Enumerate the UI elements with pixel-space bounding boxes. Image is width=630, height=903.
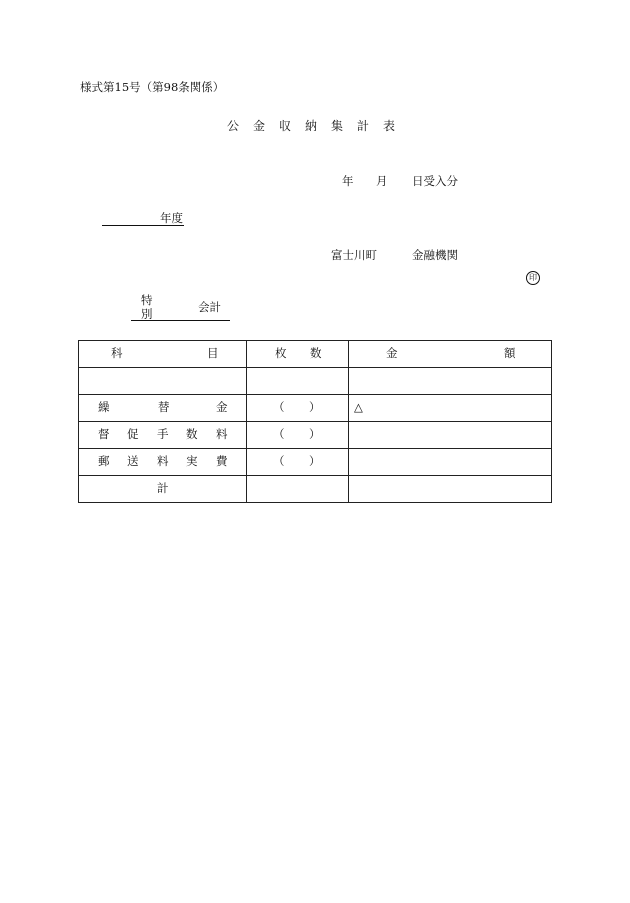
special-label-bottom: 別 <box>141 307 153 321</box>
total-label: 計 <box>157 481 169 495</box>
item-char: 金 <box>216 400 228 414</box>
item-char: 料 <box>157 454 169 468</box>
form-number: 様式第15号（第98条関係） <box>80 80 225 94</box>
header-count-char-2: 数 <box>310 346 322 360</box>
header-count <box>247 341 349 368</box>
count-close-paren: ） <box>309 427 321 441</box>
item-char: 送 <box>127 454 139 468</box>
date-year-label: 年 <box>342 174 354 188</box>
item-char: 替 <box>158 400 170 414</box>
row-item-cell <box>79 422 247 449</box>
account-blank-line <box>131 320 230 321</box>
row-item-cell <box>79 395 247 422</box>
special-label-top: 特 <box>141 293 153 307</box>
item-char: 郵 <box>98 454 110 468</box>
row-count-cell <box>247 395 349 422</box>
row-amount-cell <box>349 395 552 422</box>
count-open-paren: （ <box>273 454 285 468</box>
fiscal-year-blank-line <box>102 225 184 226</box>
count-open-paren: （ <box>273 400 285 414</box>
triangle-icon: △ <box>354 400 363 414</box>
row-item-cell <box>79 476 247 503</box>
table-row <box>79 368 552 395</box>
item-char: 料 <box>216 427 228 441</box>
count-open-paren: （ <box>273 427 285 441</box>
summary-table <box>78 340 552 503</box>
town-name: 富士川町 <box>331 248 377 262</box>
header-amount-char-1: 金 <box>386 346 398 360</box>
row-count-cell <box>247 422 349 449</box>
header-count-char-1: 枚 <box>275 346 287 360</box>
account-label: 会計 <box>198 300 221 314</box>
row-count-cell <box>247 449 349 476</box>
count-close-paren: ） <box>309 454 321 468</box>
row-amount-cell <box>349 368 552 395</box>
table-total-row <box>79 476 552 503</box>
row-amount-cell <box>349 449 552 476</box>
seal-icon: 印 <box>526 271 540 285</box>
header-item-char-2: 目 <box>207 346 219 360</box>
table-header-row <box>79 341 552 368</box>
item-char: 費 <box>216 454 228 468</box>
row-amount-cell <box>349 476 552 503</box>
row-amount-cell <box>349 422 552 449</box>
item-char: 実 <box>186 454 198 468</box>
row-item-cell <box>79 368 247 395</box>
table-row <box>79 395 552 422</box>
fiscal-year-label: 年度 <box>160 211 183 225</box>
row-count-cell <box>247 368 349 395</box>
item-char: 督 <box>98 427 110 441</box>
bank-label: 金融機関 <box>412 248 458 262</box>
row-count-cell <box>247 476 349 503</box>
table-row <box>79 422 552 449</box>
item-char: 促 <box>127 427 139 441</box>
header-item-char-1: 科 <box>111 346 123 360</box>
item-char: 手 <box>157 427 169 441</box>
header-amount-char-2: 額 <box>504 346 516 360</box>
table-row <box>79 449 552 476</box>
item-char: 繰 <box>98 400 110 414</box>
header-item <box>79 341 247 368</box>
count-close-paren: ） <box>309 400 321 414</box>
date-day-received-label: 日受入分 <box>412 174 458 188</box>
page-title: 公金収納集計表 <box>227 119 410 133</box>
item-char: 数 <box>186 427 198 441</box>
header-amount <box>349 341 552 368</box>
row-item-cell <box>79 449 247 476</box>
date-month-label: 月 <box>376 174 388 188</box>
